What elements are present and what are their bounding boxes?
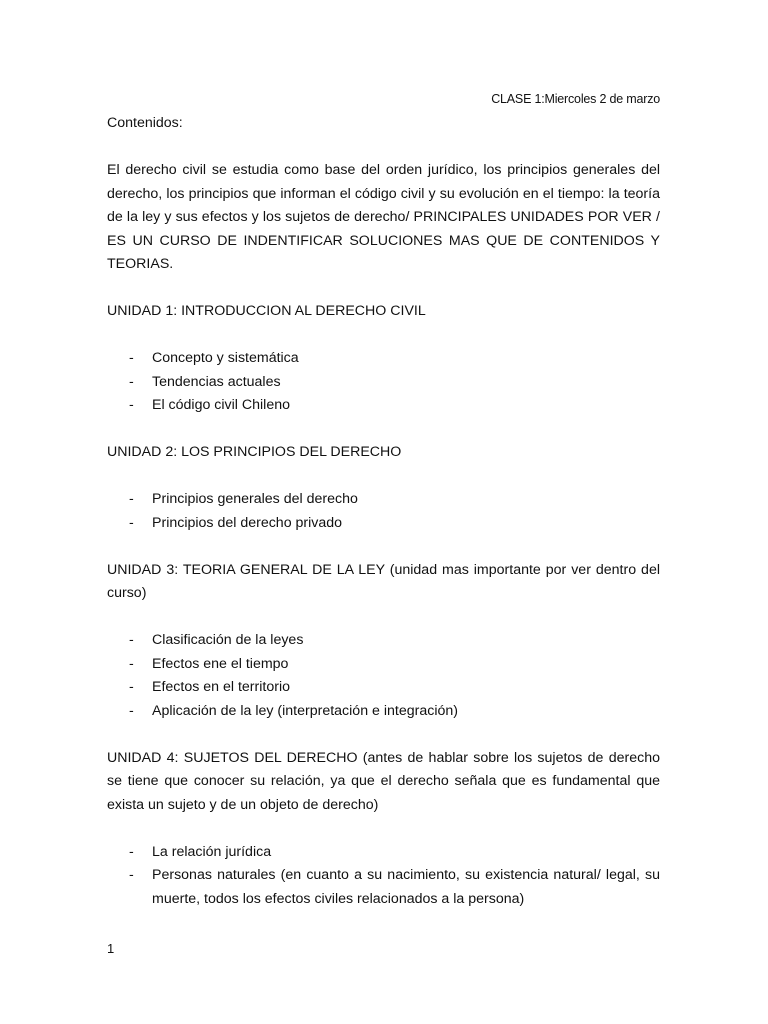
document-body bbox=[107, 112, 660, 935]
unit-list-3 bbox=[107, 629, 660, 723]
class-date-header: CLASE 1:Miercoles 2 de marzo bbox=[491, 92, 660, 106]
unit-title-1: UNIDAD 1: INTRODUCCION AL DERECHO CIVIL bbox=[107, 303, 426, 319]
list-item: - El código civil Chileno bbox=[107, 394, 660, 418]
list-item: - Aplicación de la ley (interpretación e integración) bbox=[107, 700, 660, 724]
list-item: - Tendencias actuales bbox=[107, 371, 660, 395]
list-item: - La relación jurídica bbox=[107, 841, 660, 865]
list-item: - Clasificación de la leyes bbox=[107, 629, 660, 653]
unit-list-1 bbox=[107, 347, 660, 418]
contents-label: Contenidos: bbox=[107, 115, 183, 131]
list-item: - Principios del derecho privado bbox=[107, 512, 660, 536]
list-item: - Personas naturales (en cuanto a su nacimiento, su existencia natural/ legal, su muerte, todos los efectos civiles relacionados a la persona) bbox=[107, 864, 660, 911]
unit-title-4: UNIDAD 4: SUJETOS DEL DERECHO (antes de hablar sobre los sujetos de derecho se tiene que conocer su relación, ya que el derecho señala que es fundamental que exista un sujeto y de un objeto de derecho) bbox=[107, 749, 660, 813]
unit-title-2: UNIDAD 2: LOS PRINCIPIOS DEL DERECHO bbox=[107, 444, 402, 460]
list-item: - Efectos en el territorio bbox=[107, 676, 660, 700]
page-number: 1 bbox=[107, 941, 115, 956]
list-item: - Efectos ene el tiempo bbox=[107, 653, 660, 677]
list-item: - Principios generales del derecho bbox=[107, 488, 660, 512]
intro-paragraph: El derecho civil se estudia como base del orden jurídico, los principios generales del derecho, los principios que informan el código civil y su evolución en el tiempo: la teoría de la ley y sus efectos y los sujetos de derecho/ PRINCIPALES UNIDADES POR VER / ES UN CURSO DE INDENTIFICAR SOLUCIONES MAS QUE DE CONTENIDOS Y TEORIAS. bbox=[107, 162, 660, 272]
unit-title-3: UNIDAD 3: TEORIA GENERAL DE LA LEY (unidad mas importante por ver dentro del curso) bbox=[107, 561, 660, 601]
unit-list-2 bbox=[107, 488, 660, 535]
unit-list-4 bbox=[107, 841, 660, 912]
list-item: - Concepto y sistemática bbox=[107, 347, 660, 371]
